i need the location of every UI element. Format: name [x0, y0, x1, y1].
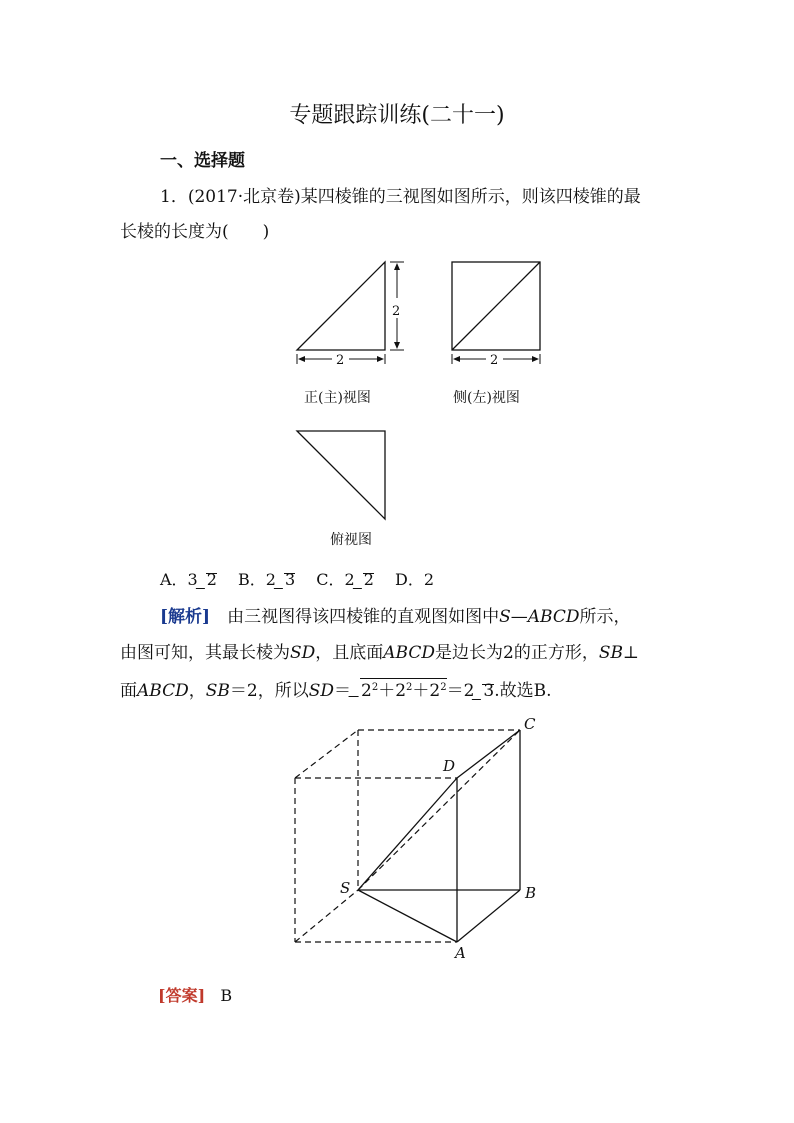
- analysis-line-3: 面ABCD，SB＝2，所以$SD= 2^2+2^2+2^2=2$ 3.故选B.: [120, 676, 552, 701]
- page-title: 专题跟踪训练(二十一): [289, 103, 505, 128]
- option-A: A．3 2: [160, 570, 217, 589]
- answer-line: [158, 983, 232, 1006]
- front-view-caption: 正(主)视图: [304, 390, 371, 406]
- top-view-caption: 俯视图: [330, 532, 372, 548]
- answer-options: [160, 567, 450, 590]
- front-height-label: 2: [392, 304, 401, 319]
- question-line-1: 1．(2017·北京卷)某四棱锥的三视图如图所示，则该四棱锥的最: [160, 187, 641, 207]
- result-radical: 3: [474, 681, 494, 701]
- question-line-2: 长棱的长度为( ): [120, 222, 270, 242]
- analysis-line-1: [解析] 由三视图得该四棱锥的直观图如图中S—ABCD所示，: [160, 607, 631, 627]
- front-width-label: 2: [336, 353, 345, 368]
- option-C: C．2 2: [316, 570, 374, 589]
- option-C-radical: 2: [355, 570, 374, 589]
- analysis-tag: [解析]: [160, 607, 211, 627]
- analysis-line-2: 由图可知，其最长棱为SD，且底面ABCD是边长为2的正方形，SB⊥: [120, 643, 639, 663]
- option-B-radical: 3: [276, 570, 295, 589]
- option-D: D．2: [394, 570, 434, 589]
- label-A: A: [455, 944, 466, 962]
- section-heading: 一、选择题: [160, 151, 245, 171]
- answer-value: B: [220, 986, 233, 1005]
- sum-of-squares-radical: $2^2+2^2+2^2$: [351, 676, 447, 701]
- side-width-label: 2: [490, 353, 499, 368]
- label-B: B: [525, 884, 537, 902]
- option-A-radical: 2: [198, 570, 217, 589]
- label-C: C: [524, 715, 536, 733]
- answer-tag: [答案]: [158, 986, 206, 1005]
- side-view-caption: 侧(左)视图: [453, 390, 520, 406]
- option-B: B．2 3: [238, 570, 296, 589]
- label-S: S: [340, 879, 351, 897]
- label-D: D: [443, 757, 456, 775]
